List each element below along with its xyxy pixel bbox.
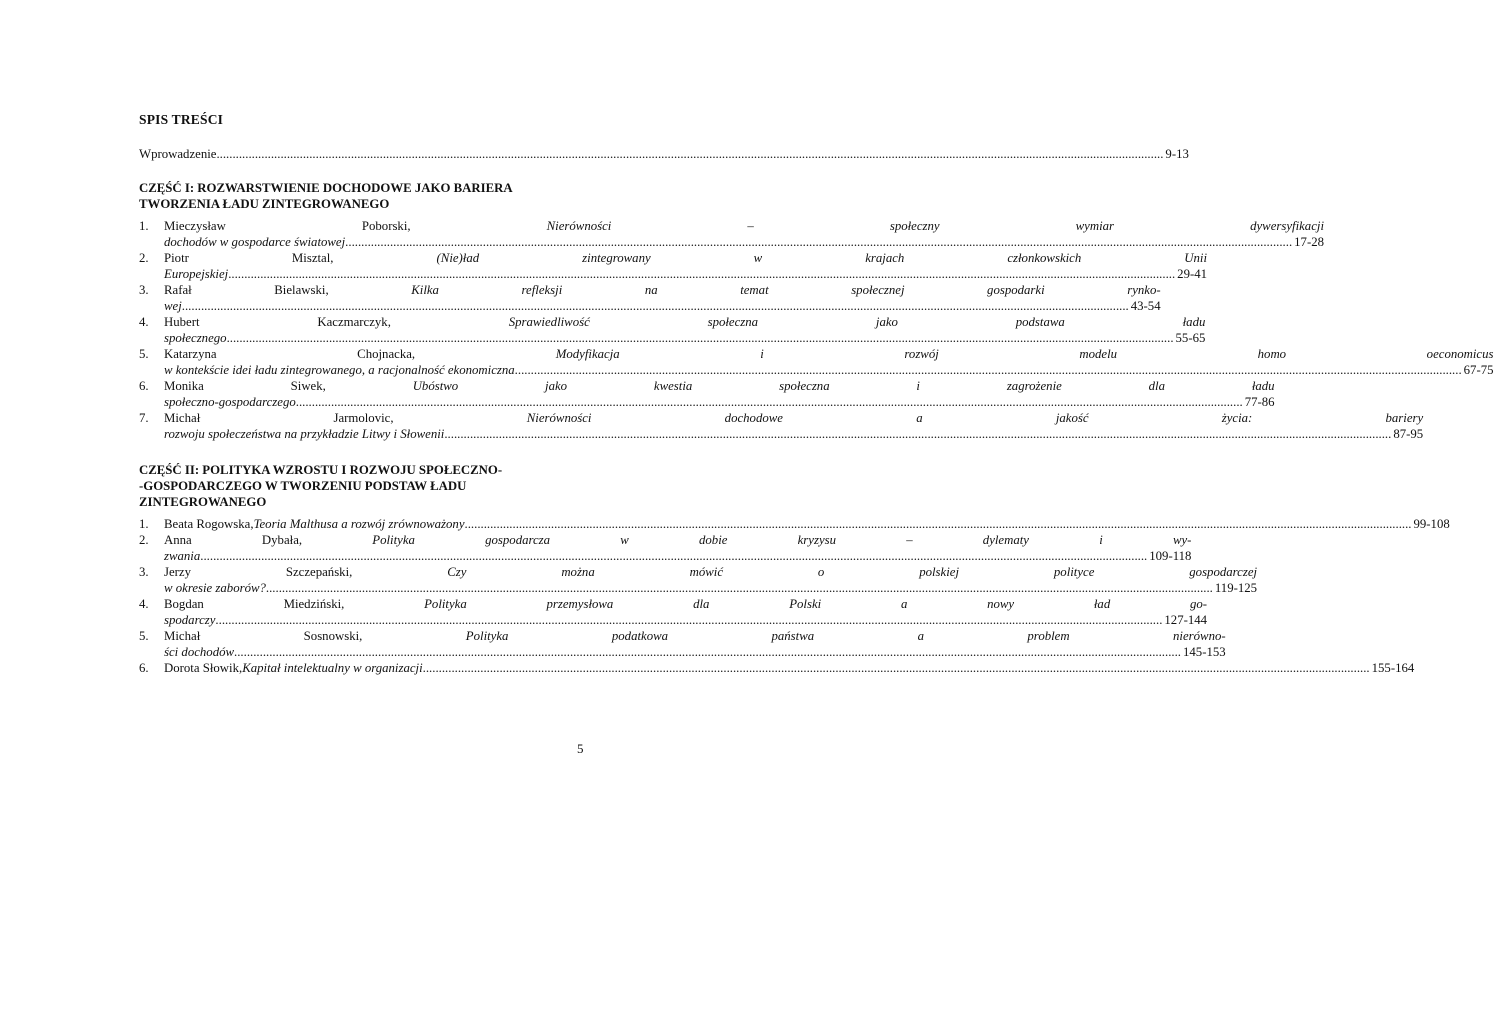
dot-leader — [444, 426, 1391, 442]
entry-pages: 29-41 — [1177, 267, 1208, 281]
dot-leader — [345, 234, 1292, 250]
entry-author: Mieczysław Poborski, — [164, 219, 547, 233]
entry-title: Teoria Malthusa a rozwój zrównoważony — [253, 517, 465, 531]
entry-author: Monika Siwek, — [164, 379, 413, 393]
dot-leader — [296, 394, 1243, 410]
entry-pages: 67-75 — [1463, 363, 1494, 377]
entry-author: Dorota Słowik, — [164, 661, 243, 675]
dot-leader — [266, 580, 1213, 596]
entry-line-2 — [164, 234, 1324, 250]
toc-entry — [139, 516, 1450, 532]
entry-pages: 127-144 — [1164, 613, 1208, 627]
entry-title: Modyfikacja i rozwój modelu homo oeconomicus — [555, 347, 1494, 361]
entry-line-1 — [164, 532, 1191, 548]
entry-pages: 155-164 — [1371, 661, 1415, 675]
page-number: 5 — [577, 741, 584, 756]
dot-leader — [216, 146, 1163, 162]
toc-entry — [139, 532, 1192, 564]
toc-entry — [139, 218, 1324, 250]
entry-line-2 — [164, 298, 1161, 314]
entry-line-2 — [164, 580, 1257, 596]
entry-line-2 — [164, 612, 1207, 628]
entry-author: Michał Sosnowski, — [164, 629, 466, 643]
entry-pages: 77-86 — [1244, 395, 1275, 409]
entry-line-1 — [164, 282, 1161, 298]
entry-title: Ubóstwo jako kwestia społeczna i zagrożenie dla ładu — [412, 379, 1275, 393]
toc-entry — [139, 378, 1275, 410]
toc-entry — [139, 564, 1258, 596]
entry-line-1 — [164, 564, 1257, 580]
table-of-contents — [139, 112, 1494, 676]
entry-number: 6. — [139, 379, 149, 393]
entry-pages: 99-108 — [1413, 517, 1450, 531]
entry-author: Michał Jarmolovic, — [164, 411, 527, 425]
entry-line-2 — [164, 548, 1191, 564]
entry-pages: 55-65 — [1175, 331, 1206, 345]
entry-title: Polityka podatkowa państwa a problem nierówno- — [465, 629, 1226, 643]
entry-line-2 — [164, 330, 1205, 346]
part-1-title-line: CZĘŚĆ I: ROZWARSTWIENIE DOCHODOWE JAKO BARIERA — [139, 181, 513, 195]
toc-entry — [139, 596, 1208, 628]
entry-number: 4. — [139, 315, 149, 329]
entry-title-cont: w okresie zaborów? — [164, 581, 266, 595]
entry-number: 5. — [139, 629, 149, 643]
entry-number: 3. — [139, 283, 149, 297]
entry-title: Polityka gospodarcza w dobie kryzysu – dylematy i wy- — [372, 533, 1192, 547]
entry-line-1 — [164, 346, 1494, 362]
toc-entry — [139, 346, 1494, 378]
entry-line-1 — [164, 218, 1324, 234]
entry-pages: 87-95 — [1393, 427, 1424, 441]
entry-title: Polityka przemysłowa dla Polski a nowy ład go- — [424, 597, 1208, 611]
toc-entry-intro — [139, 146, 1189, 162]
entry-title: Kilka refleksji na temat społecznej gospodarki rynko- — [411, 283, 1161, 297]
entry-title-cont: dochodów w gospodarce światowej — [164, 235, 346, 249]
entry-title-cont: Europejskiej — [164, 267, 229, 281]
entry-pages: 17-28 — [1294, 235, 1324, 249]
toc-entry — [139, 628, 1226, 660]
part-1-entries — [139, 218, 1494, 442]
entry-line-1 — [164, 314, 1205, 330]
dot-leader — [215, 612, 1162, 628]
entry-line-2 — [164, 426, 1423, 442]
entry-number: 5. — [139, 347, 149, 361]
entry-pages: 119-125 — [1214, 581, 1258, 595]
entry-pages: 9-13 — [1165, 147, 1189, 161]
part-2-title-line: CZĘŚĆ II: POLITYKA WZROSTU I ROZWOJU SPOŁECZNO- — [139, 463, 503, 477]
dot-leader — [182, 298, 1129, 314]
entry-pages: 145-153 — [1183, 645, 1226, 659]
dot-leader — [515, 362, 1462, 378]
toc-entry — [139, 314, 1206, 346]
part-1-title-line: TWORZENIA ŁADU ZINTEGROWANEGO — [139, 197, 390, 211]
entry-author: Rafał Bielawski, — [164, 283, 412, 297]
entry-author: Beata Rogowska, — [164, 517, 254, 531]
toc-entry — [139, 250, 1208, 282]
dot-leader — [200, 548, 1147, 564]
entry-number: 1. — [139, 517, 149, 531]
entry-line-2 — [164, 394, 1275, 410]
entry-title: Kapitał intelektualny w organizacji — [242, 661, 423, 675]
entry-line-1 — [164, 410, 1423, 426]
toc-entry — [139, 410, 1424, 442]
entry-number: 4. — [139, 597, 149, 611]
entry-pages: 109-118 — [1149, 549, 1192, 563]
entry-line-1 — [164, 378, 1275, 394]
entry-title-cont: zwania — [164, 549, 201, 563]
entry-author: Katarzyna Chojnacka, — [164, 347, 556, 361]
entry-line-2 — [164, 362, 1494, 378]
dot-leader — [234, 644, 1181, 660]
entry-title-cont: spodarczy — [164, 613, 216, 627]
entry-title: Czy można mówić o polskiej polityce gospodarczej — [447, 565, 1258, 579]
part-2-entries — [139, 516, 1450, 676]
part-1-title — [139, 180, 588, 212]
entry-line-1 — [164, 628, 1226, 644]
entry-title: (Nie)ład zintegrowany w krajach członkowskich Unii — [436, 251, 1208, 265]
entry-line-2 — [164, 266, 1207, 282]
entry-number: 2. — [139, 251, 149, 265]
entry-line-2 — [164, 644, 1226, 660]
entry-number: 6. — [139, 661, 149, 675]
entry-line-1 — [164, 250, 1207, 266]
entry-title-cont: rozwoju społeczeństwa na przykładzie Litwy i Słowenii — [164, 427, 445, 441]
part-2-title-line: ZINTEGROWANEGO — [139, 495, 267, 509]
part-2-title — [139, 462, 588, 510]
entry-title-cont: w kontekście idei ładu zintegrowanego, a racjonalność ekonomiczna — [164, 363, 515, 377]
dot-leader — [423, 660, 1370, 676]
entry-title: Sprawiedliwość społeczna jako podstawa ładu — [508, 315, 1206, 329]
entry-number: 2. — [139, 533, 149, 547]
entry-title: Nierówności – społeczny wymiar dywersyfikacji — [546, 219, 1324, 233]
entry-author: Anna Dybała, — [164, 533, 373, 547]
entry-line-1 — [164, 516, 1450, 532]
entry-title: Nierówności dochodowe a jakość życia: bariery — [526, 411, 1424, 425]
entry-title-cont: ści dochodów — [164, 645, 235, 659]
dot-leader — [228, 266, 1175, 282]
entry-author: Hubert Kaczmarczyk, — [164, 315, 509, 329]
entry-title-cont: społecznego — [164, 331, 227, 345]
entry-title: Wprowadzenie — [139, 147, 217, 161]
entry-number: 3. — [139, 565, 149, 579]
entry-author: Piotr Misztal, — [164, 251, 437, 265]
entry-author: Jerzy Szczepański, — [164, 565, 448, 579]
entry-title-cont: wej — [164, 299, 182, 313]
toc-heading: SPIS TREŚCI — [139, 112, 224, 127]
dot-leader — [465, 516, 1412, 532]
entry-line-1 — [164, 596, 1207, 612]
part-2-title-line: -GOSPODARCZEGO W TWORZENIU PODSTAW ŁADU — [139, 479, 467, 493]
entry-line-1 — [164, 660, 1414, 676]
toc-entry — [139, 660, 1415, 676]
dot-leader — [227, 330, 1174, 346]
toc-entry — [139, 282, 1161, 314]
entry-pages: 43-54 — [1130, 299, 1161, 313]
entry-author: Bogdan Miedziński, — [164, 597, 425, 611]
entry-number: 7. — [139, 411, 149, 425]
entry-number: 1. — [139, 219, 149, 233]
entry-title-cont: społeczno-gospodarczego — [164, 395, 296, 409]
